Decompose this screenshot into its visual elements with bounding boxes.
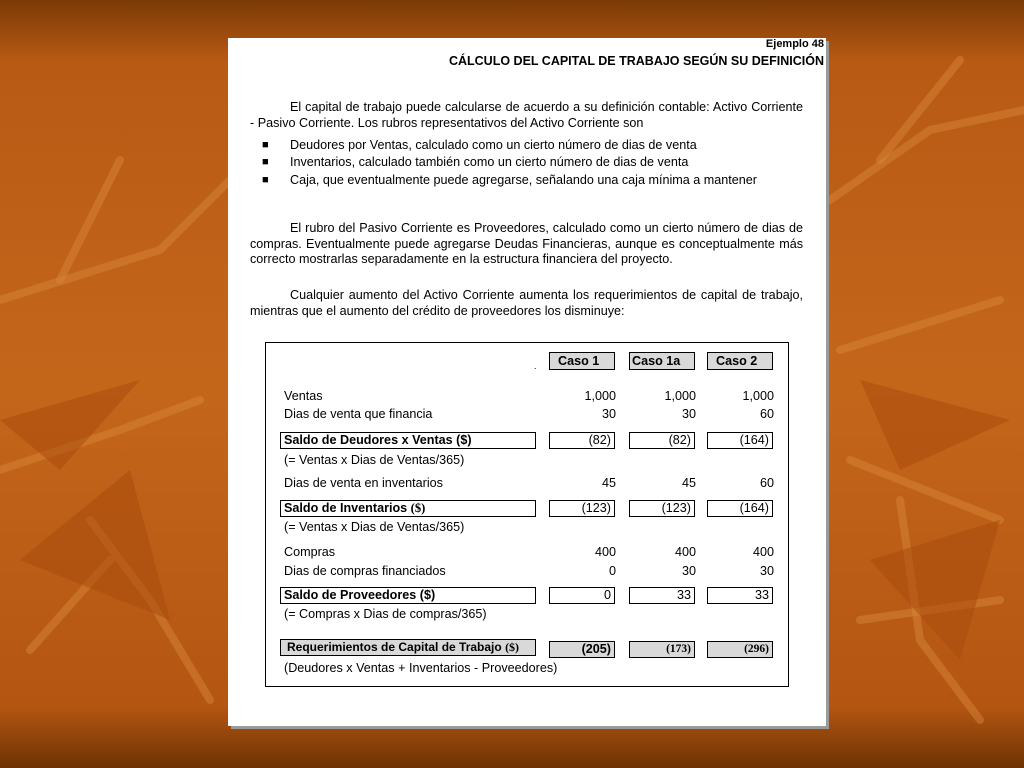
subtotal-value: (123) — [549, 500, 615, 517]
cell-value: 45 — [681, 476, 696, 490]
subtotal-value: 0 — [549, 587, 615, 604]
cell-value: 400 — [674, 545, 696, 559]
cell-value: 60 — [759, 476, 774, 490]
formula-note: (= Ventas x Dias de Ventas/365) — [284, 453, 465, 467]
subtotal-label: Saldo de Inventarios ($) — [280, 500, 536, 517]
cell-value: 1,000 — [742, 389, 774, 403]
subtotal-label: Saldo de Deudores x Ventas ($) — [280, 432, 536, 449]
case-header: Caso 1a — [629, 352, 695, 370]
subtotal-value: (123) — [629, 500, 695, 517]
second-paragraph: El rubro del Pasivo Corriente es Proveedores, calculado como un cierto número de dias de compras. Eventualmente puede agregarse Deudas Financieras, aunque es conceptualmente más correcto mostrarlas separadamente en la estructura financiera del proyecto. — [250, 221, 803, 266]
subtotal-value: 33 — [707, 587, 773, 604]
subtotal-label: Saldo de Proveedores ($) — [280, 587, 536, 604]
cell-value: 0 — [608, 564, 616, 578]
row-label: Dias de compras financiados — [284, 564, 446, 578]
working-capital-table — [265, 342, 789, 687]
formula-note: (= Ventas x Dias de Ventas/365) — [284, 520, 465, 534]
third-paragraph: Cualquier aumento del Activo Corriente aumenta los requerimientos de capital de trabajo, mientras que el aumento del crédito de proveedores los disminuye: — [250, 288, 803, 318]
subtotal-value: 33 — [629, 587, 695, 604]
bullet-item: ■ Inventarios, calculado también como un cierto número de dias de venta — [262, 155, 689, 169]
case-header: Caso 1 — [549, 352, 615, 370]
dot-mark: . — [534, 361, 537, 371]
total-value: (296) — [707, 641, 773, 658]
row-label: Ventas — [284, 389, 323, 403]
cell-value: 30 — [681, 407, 696, 421]
subtotal-value: (164) — [707, 432, 773, 449]
cell-value: 45 — [601, 476, 616, 490]
intro-paragraph: El capital de trabajo puede calcularse de acuerdo a su definición contable: Activo Corriente - Pasivo Corriente. Los rubros representativos del Activo Corriente son — [250, 100, 803, 130]
case-header: Caso 2 — [707, 352, 773, 370]
cell-value: 400 — [594, 545, 616, 559]
subtotal-value: (82) — [629, 432, 695, 449]
formula-note: (= Compras x Dias de compras/365) — [284, 607, 487, 621]
cell-value: 60 — [759, 407, 774, 421]
row-label: Compras — [284, 545, 336, 559]
row-label: Dias de venta en inventarios — [284, 476, 443, 490]
cell-value: 1,000 — [584, 389, 616, 403]
cell-value: 400 — [752, 545, 774, 559]
total-label: Requerimientos de Capital de Trabajo ($) — [280, 639, 536, 656]
cell-value: 30 — [759, 564, 774, 578]
total-value: (173) — [629, 641, 695, 658]
subtotal-value: (164) — [707, 500, 773, 517]
subtotal-value: (82) — [549, 432, 615, 449]
example-number: Ejemplo 48 — [765, 38, 824, 50]
bullet-item: ■ Deudores por Ventas, calculado como un cierto número de dias de venta — [262, 138, 697, 152]
row-label: Dias de venta que financia — [284, 407, 433, 421]
cell-value: 30 — [681, 564, 696, 578]
cell-value: 30 — [601, 407, 616, 421]
formula-note: (Deudores x Ventas + Inventarios - Proveedores) — [284, 661, 558, 675]
document-title: CÁLCULO DEL CAPITAL DE TRABAJO SEGÚN SU DEFINICIÓN — [448, 54, 824, 68]
cell-value: 1,000 — [664, 389, 696, 403]
total-value: (205) — [549, 641, 615, 658]
bullet-item: ■ Caja, que eventualmente puede agregarse, señalando una caja mínima a mantener — [262, 173, 757, 187]
document-page — [228, 38, 826, 726]
